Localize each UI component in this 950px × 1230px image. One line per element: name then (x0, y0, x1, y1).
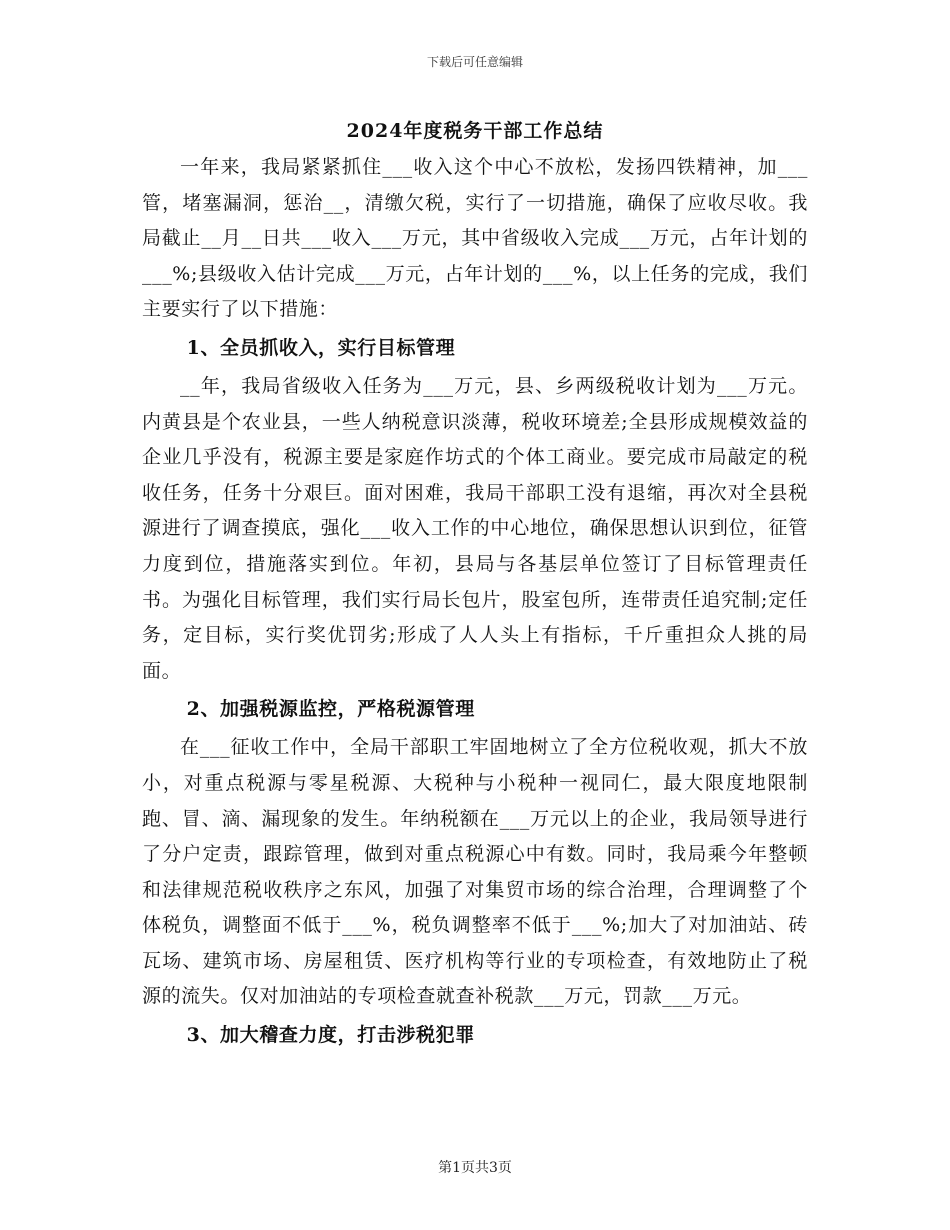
section-1-heading: 1、全员抓收入，实行目标管理 (186, 336, 456, 359)
intro-paragraph: 一年来，我局紧紧抓住___收入这个中心不放松，发扬四铁精神，加___管，堵塞漏洞，惩治__，清缴欠税，实行了一切措施，确保了应收尽收。我局截止__月__日共___收入___万元，其中省级收入完成___万元，占年计划的___%;县级收入估计完成___万元，占年计划的___%，以上任务的完成，我们主要实行了以下措施： (142, 156, 808, 321)
page-footer: 第1页共3页 (438, 1160, 512, 1176)
section-3-heading: 3、加大稽查力度，打击涉税犯罪 (186, 1024, 475, 1047)
document-body (142, 150, 808, 1056)
section-2-heading: 2、加强税源监控，严格税源管理 (186, 698, 475, 721)
section-1-paragraph: __年，我局省级收入任务为___万元，县、乡两级税收计划为___万元。内黄县是个农业县，一些人纳税意识淡薄，税收环境差;全县形成规模效益的企业几乎没有，税源主要是家庭作坊式的个体工商业。要完成市局敲定的税收任务，任务十分艰巨。面对困难，我局干部职工没有退缩，再次对全县税源进行了调查摸底，强化___收入工作的中心地位，确保思想认识到位，征管力度到位，措施落实到位。年初，县局与各基层单位签订了目标管理责任书。为强化目标管理，我们实行局长包片，股室包所，连带责任追究制;定任务，定目标，实行奖优罚劣;形成了人人头上有指标，千斤重担众人挑的局面。 (142, 374, 808, 682)
header-note: 下载后可任意编辑 (426, 55, 523, 69)
document-title: 2024年度税务干部工作总结 (346, 120, 604, 142)
section-2-paragraph: 在___征收工作中，全局干部职工牢固地树立了全方位税收观，抓大不放小，对重点税源与零星税源、大税种与小税种一视同仁，最大限度地限制跑、冒、滴、漏现象的发生。年纳税额在___万元以上的企业，我局领导进行了分户定责，跟踪管理，做到对重点税源心中有数。同时，我局乘今年整顿和法律规范税收秩序之东风，加强了对集贸市场的综合治理，合理调整了个体税负，调整面不低于___%，税负调整率不低于___%;加大了对加油站、砖瓦场、建筑市场、房屋租赁、医疗机构等行业的专项检查，有效地防止了税源的流失。仅对加油站的专项检查就查补税款___万元，罚款___万元。 (142, 736, 808, 1008)
